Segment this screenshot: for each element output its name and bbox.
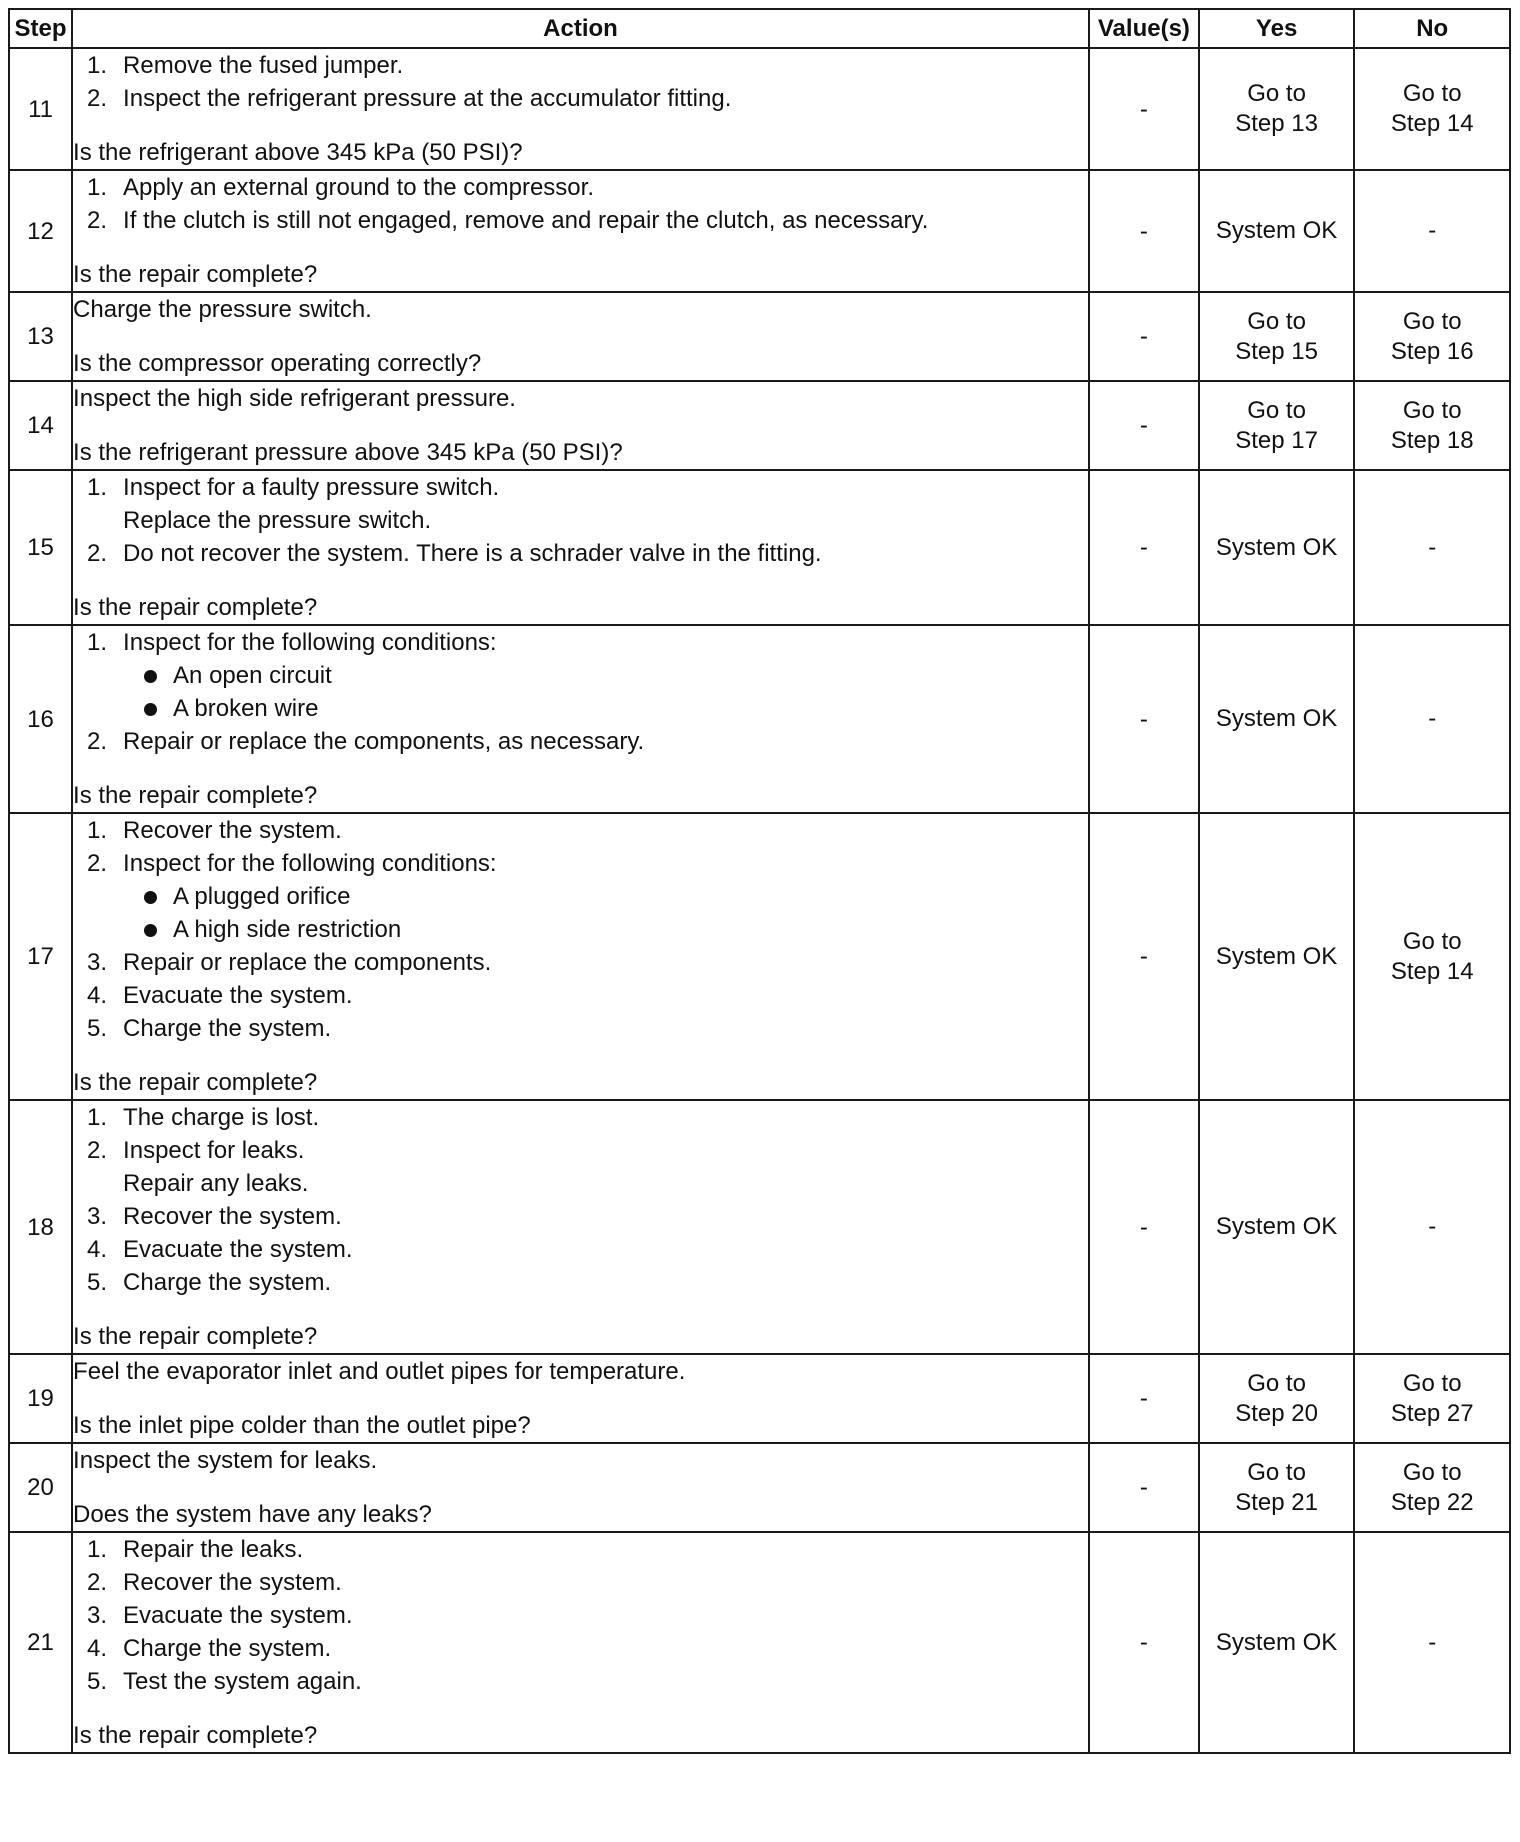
no-outcome-line: Go to — [1402, 396, 1462, 424]
action-step-text: Inspect for a faulty pressure switch. — [123, 474, 500, 501]
no-outcome-line: Go to — [1402, 1458, 1462, 1486]
no-outcome — [1354, 1100, 1510, 1354]
action-step — [73, 814, 1088, 847]
action-step-text: Do not recover the system. There is a schrader valve in the fitting. — [123, 540, 822, 567]
yes-outcome — [1199, 1100, 1355, 1354]
action-question: Is the refrigerant above 345 kPa (50 PSI)? — [73, 139, 523, 166]
action-cell — [72, 1532, 1089, 1753]
action-step-text: Evacuate the system. — [123, 1602, 353, 1629]
no-outcome-line: Go to — [1402, 307, 1462, 335]
action-cell — [72, 625, 1089, 813]
step-number: 14 — [9, 381, 72, 470]
value-cell: - — [1089, 1443, 1199, 1532]
no-outcome — [1354, 1532, 1510, 1753]
yes-outcome-line: Step 15 — [1235, 337, 1318, 365]
no-outcome-line: Step 14 — [1390, 110, 1474, 137]
action-bullet: A high side restriction — [73, 913, 1088, 946]
action-cell — [72, 813, 1089, 1100]
yes-outcome — [1199, 381, 1355, 470]
no-outcome-line: Go to — [1402, 1369, 1462, 1397]
no-outcome — [1354, 48, 1510, 170]
action-cell — [72, 292, 1089, 381]
action-question: Is the repair complete? — [73, 261, 318, 288]
table-row — [9, 470, 1510, 625]
no-outcome — [1354, 292, 1510, 381]
table-body — [9, 48, 1510, 1753]
yes-outcome-line: System OK — [1215, 1628, 1338, 1656]
yes-outcome — [1199, 48, 1355, 170]
action-question: Is the compressor operating correctly? — [73, 350, 482, 377]
table-row — [9, 625, 1510, 813]
no-outcome — [1354, 381, 1510, 470]
action-step-text: Recover the system. — [123, 817, 342, 844]
table-row — [9, 381, 1510, 470]
yes-outcome-line: Step 13 — [1235, 110, 1318, 137]
action-step — [73, 204, 1088, 237]
action-step-text: Remove the fused jumper. — [123, 52, 404, 79]
action-bullet: A broken wire — [73, 692, 1088, 725]
action-step-number: 2. — [87, 85, 108, 112]
action-step-text: Evacuate the system. — [123, 982, 353, 1009]
header-action: Action — [72, 9, 1089, 48]
action-step-number: 1. — [87, 629, 108, 656]
header-values: Value(s) — [1089, 9, 1199, 48]
table-row — [9, 813, 1510, 1100]
step-number: 21 — [9, 1532, 72, 1753]
no-outcome-line: Step 18 — [1390, 426, 1474, 454]
action-cell — [72, 1443, 1089, 1532]
header-row — [9, 9, 1510, 48]
no-outcome-line: Go to — [1402, 80, 1462, 107]
table-row — [9, 292, 1510, 381]
action-text: Inspect the high side refrigerant pressure. — [73, 385, 516, 412]
step-number: 13 — [9, 292, 72, 381]
no-outcome-line: - — [1428, 533, 1437, 561]
action-step — [73, 1200, 1088, 1233]
table-row — [9, 1100, 1510, 1354]
action-step-continuation: Repair any leaks. — [123, 1170, 309, 1197]
yes-outcome — [1199, 292, 1355, 381]
action-step-number: 5. — [87, 1269, 108, 1296]
action-step-text: Test the system again. — [123, 1668, 362, 1695]
no-outcome-line: - — [1428, 1628, 1437, 1656]
value-cell: - — [1089, 1532, 1199, 1753]
yes-outcome — [1199, 625, 1355, 813]
action-step — [73, 1101, 1088, 1134]
action-question: Is the inlet pipe colder than the outlet pipe? — [73, 1412, 531, 1439]
action-step-number: 1. — [87, 1104, 108, 1131]
table-row — [9, 48, 1510, 170]
action-bullet: An open circuit — [73, 659, 1088, 692]
action-step-number: 2. — [87, 1137, 108, 1164]
action-step — [73, 1632, 1088, 1665]
action-step-number: 2. — [87, 850, 108, 877]
action-step — [73, 626, 1088, 659]
action-question: Does the system have any leaks? — [73, 1501, 432, 1528]
yes-outcome — [1199, 813, 1355, 1100]
value-cell: - — [1089, 292, 1199, 381]
yes-outcome-line: System OK — [1215, 1213, 1338, 1240]
yes-outcome — [1199, 1532, 1355, 1753]
action-step-number: 1. — [87, 1536, 108, 1563]
action-question: Is the repair complete? — [73, 1722, 318, 1749]
action-step-number: 4. — [87, 1635, 108, 1662]
step-number: 18 — [9, 1100, 72, 1354]
action-step — [73, 1233, 1088, 1266]
action-step-text: Inspect for the following conditions: — [123, 629, 497, 656]
no-outcome-line: Go to — [1402, 927, 1462, 955]
action-question: Is the repair complete? — [73, 594, 318, 621]
action-step-number: 2. — [87, 1569, 108, 1596]
action-step-number: 1. — [87, 474, 108, 501]
action-step — [73, 537, 1088, 570]
action-step — [73, 471, 1088, 504]
header-step: Step — [9, 9, 72, 48]
action-step-number: 1. — [87, 174, 108, 201]
value-cell: - — [1089, 1100, 1199, 1354]
action-step-number: 3. — [87, 949, 108, 976]
action-step-number: 1. — [87, 817, 108, 844]
action-step-text: If the clutch is still not engaged, remove and repair the clutch, as necessary. — [123, 207, 929, 234]
yes-outcome-line: Go to — [1247, 1369, 1306, 1397]
action-step-text: Repair or replace the components. — [123, 949, 492, 976]
action-step-text: Recover the system. — [123, 1203, 342, 1230]
no-outcome-line: - — [1428, 1213, 1437, 1240]
action-step-text: Inspect the refrigerant pressure at the accumulator fitting. — [123, 85, 732, 112]
action-step-text: Charge the system. — [123, 1635, 332, 1662]
step-number: 15 — [9, 470, 72, 625]
action-step-number: 3. — [87, 1602, 108, 1629]
table-row — [9, 170, 1510, 292]
action-step-number: 2. — [87, 540, 108, 567]
action-step-text: Repair or replace the components, as necessary. — [123, 728, 645, 755]
no-outcome-line: Step 14 — [1390, 957, 1474, 985]
no-outcome-line: - — [1428, 217, 1437, 244]
action-question: Is the repair complete? — [73, 1069, 318, 1096]
table-row — [9, 1532, 1510, 1753]
yes-outcome-line: Step 20 — [1235, 1399, 1318, 1427]
action-step — [73, 1566, 1088, 1599]
yes-outcome-line: Go to — [1247, 1458, 1306, 1486]
value-cell: - — [1089, 625, 1199, 813]
action-question: Is the refrigerant pressure above 345 kPa (50 PSI)? — [73, 439, 623, 466]
action-step-text: Apply an external ground to the compressor. — [123, 174, 594, 201]
action-cell — [72, 381, 1089, 470]
action-step — [73, 946, 1088, 979]
yes-outcome-line: System OK — [1215, 533, 1338, 561]
action-step-number: 2. — [87, 728, 108, 755]
no-outcome — [1354, 1354, 1510, 1443]
step-number: 12 — [9, 170, 72, 292]
yes-outcome — [1199, 470, 1355, 625]
action-step — [73, 847, 1088, 880]
action-step — [73, 171, 1088, 204]
yes-outcome — [1199, 1443, 1355, 1532]
action-cell — [72, 1354, 1089, 1443]
yes-outcome-line: System OK — [1215, 942, 1338, 970]
action-step — [73, 49, 1088, 82]
value-cell: - — [1089, 48, 1199, 170]
action-text: Inspect the system for leaks. — [73, 1447, 378, 1474]
action-step-number: 2. — [87, 207, 108, 234]
action-cell — [72, 170, 1089, 292]
action-question: Is the repair complete? — [73, 782, 318, 809]
yes-outcome — [1199, 1354, 1355, 1443]
action-step — [73, 725, 1088, 758]
no-outcome-line: Step 22 — [1390, 1488, 1474, 1516]
yes-outcome — [1199, 170, 1355, 292]
action-step — [73, 1012, 1088, 1045]
action-step-text: Evacuate the system. — [123, 1236, 353, 1263]
action-step-text: Inspect for leaks. — [123, 1137, 305, 1164]
action-step-number: 4. — [87, 982, 108, 1009]
action-text: Charge the pressure switch. — [73, 296, 372, 323]
no-outcome — [1354, 625, 1510, 813]
action-step-text: Inspect for the following conditions: — [123, 850, 497, 877]
yes-outcome-line: Step 17 — [1235, 426, 1318, 454]
action-bullet: A plugged orifice — [73, 880, 1088, 913]
action-step-continuation: Replace the pressure switch. — [123, 507, 432, 534]
action-step-text: Charge the system. — [123, 1269, 332, 1296]
action-step-text: The charge is lost. — [123, 1104, 320, 1131]
value-cell: - — [1089, 170, 1199, 292]
action-cell — [72, 48, 1089, 170]
step-number: 19 — [9, 1354, 72, 1443]
action-step — [73, 1533, 1088, 1566]
action-question: Is the repair complete? — [73, 1323, 318, 1350]
no-outcome-line: Step 16 — [1390, 337, 1474, 365]
no-outcome — [1354, 170, 1510, 292]
action-step-text: Charge the system. — [123, 1015, 332, 1042]
action-step — [73, 979, 1088, 1012]
no-outcome-line: - — [1428, 705, 1437, 732]
step-number: 20 — [9, 1443, 72, 1532]
yes-outcome-line: Step 21 — [1235, 1488, 1318, 1516]
value-cell: - — [1089, 813, 1199, 1100]
action-step-text: Repair the leaks. — [123, 1536, 304, 1563]
step-number: 16 — [9, 625, 72, 813]
action-cell — [72, 1100, 1089, 1354]
table-row — [9, 1443, 1510, 1532]
yes-outcome-line: Go to — [1247, 80, 1306, 107]
action-step — [73, 1665, 1088, 1698]
action-step-number: 4. — [87, 1236, 108, 1263]
yes-outcome-line: System OK — [1215, 217, 1338, 244]
value-cell: - — [1089, 381, 1199, 470]
value-cell: - — [1089, 470, 1199, 625]
no-outcome — [1354, 813, 1510, 1100]
action-step-number: 1. — [87, 52, 108, 79]
no-outcome — [1354, 470, 1510, 625]
action-step — [73, 82, 1088, 115]
action-step-number: 5. — [87, 1015, 108, 1042]
yes-outcome-line: Go to — [1247, 307, 1306, 335]
action-step — [73, 1134, 1088, 1167]
action-text: Feel the evaporator inlet and outlet pipes for temperature. — [73, 1358, 686, 1385]
step-number: 11 — [9, 48, 72, 170]
header-no: No — [1354, 9, 1510, 48]
yes-outcome-line: Go to — [1247, 396, 1306, 424]
step-number: 17 — [9, 813, 72, 1100]
action-cell — [72, 470, 1089, 625]
yes-outcome-line: System OK — [1215, 705, 1338, 732]
no-outcome-line: Step 27 — [1390, 1399, 1474, 1427]
diagnostic-table — [8, 8, 1511, 1754]
action-step — [73, 1599, 1088, 1632]
value-cell: - — [1089, 1354, 1199, 1443]
action-step-number: 5. — [87, 1668, 108, 1695]
action-step-text: Recover the system. — [123, 1569, 342, 1596]
action-step — [73, 1266, 1088, 1299]
table-row — [9, 1354, 1510, 1443]
no-outcome — [1354, 1443, 1510, 1532]
header-yes: Yes — [1199, 9, 1355, 48]
action-step-number: 3. — [87, 1203, 108, 1230]
